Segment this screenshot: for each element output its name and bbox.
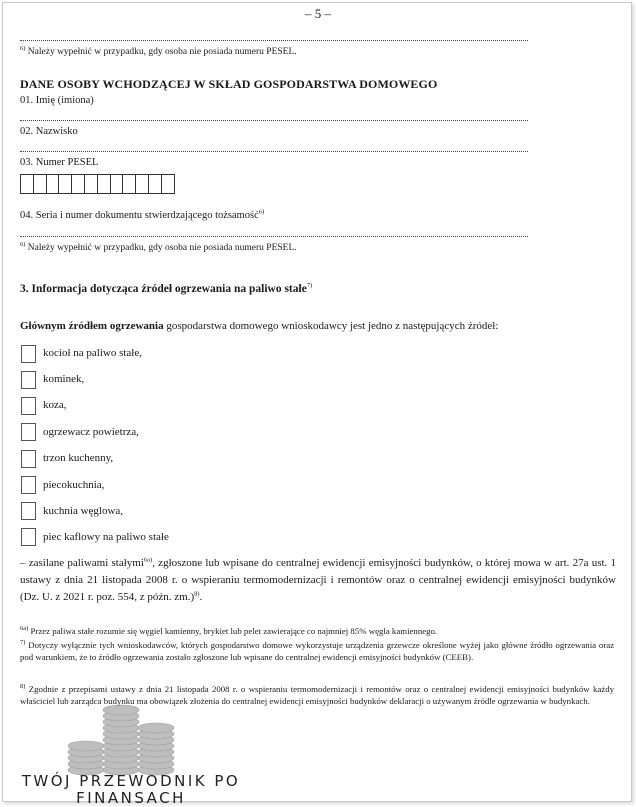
paragraph-text: , zgłoszone lub wpisane do centralnej ewidencji emisyjności budynków, o której mowa w art. 27a ust. 1 ustawy z dnia 21 listopada 2008 r. o wspieraniu termomodernizacji i remontów oraz o centralnej ewidencji emisyjności budynków (Dz. U. z 2021 r. poz. 554, z późn. zm.) xyxy=(20,557,616,603)
pesel-digit-box[interactable] xyxy=(98,174,111,194)
footnote-mark: 6) xyxy=(20,44,26,52)
paragraph-text: – zasilane paliwami stałymi xyxy=(20,557,144,569)
footnote-text: Dotyczy wyłącznie tych wnioskodawców, których gospodarstwo domowe wykorzystuje urządzenia grzewcze określone wyżej jako główne źródło ogrzewania oraz pod warunkiem, że to źródło ogrzewania zostało zgłoszone lub wpisane do centralnej ewidencji emisyjności budynków (CEEB). xyxy=(20,640,615,662)
footnote-mark: 6a) xyxy=(143,556,153,564)
heating-intro xyxy=(20,320,498,332)
footnote-text: Przez paliwa stałe rozumie się węgiel kamienny, brykiet lub pelet zawierające co najmniej 85% węgla kamiennego. xyxy=(30,626,438,636)
footnote-mark: 7) xyxy=(20,639,26,647)
checkbox-piec-kaflowy[interactable] xyxy=(21,528,36,546)
dotted-line xyxy=(20,40,528,41)
checkbox-kominek[interactable] xyxy=(21,371,36,389)
heating-intro-bold: Głównym źródłem ogrzewania xyxy=(20,320,164,332)
option-label: kuchnia węglowa, xyxy=(43,505,124,517)
id-document-field[interactable] xyxy=(20,236,528,237)
first-name-field[interactable] xyxy=(20,120,528,121)
pesel-digit-box[interactable] xyxy=(72,174,85,194)
checkbox-ogrzewacz[interactable] xyxy=(21,423,36,441)
coin-stack-logo xyxy=(56,692,186,782)
footnote-7 xyxy=(20,640,614,663)
footnote-mark: 8) xyxy=(20,683,26,691)
footnote-mark: 6a) xyxy=(20,625,29,633)
pesel-digit-box[interactable] xyxy=(136,174,149,194)
option-label: piec kaflowy na paliwo stałe xyxy=(43,531,169,543)
footnote-text: Należy wypełnić w przypadku, gdy osoba nie posiada numeru PESEL. xyxy=(27,47,297,57)
checkbox-kuchnia[interactable] xyxy=(21,502,36,520)
checkbox-koza[interactable] xyxy=(21,397,36,415)
pesel-digit-box[interactable] xyxy=(85,174,98,194)
pesel-digit-box[interactable] xyxy=(47,174,60,194)
pesel-digit-box[interactable] xyxy=(34,174,47,194)
checkbox-kociol[interactable] xyxy=(21,345,36,363)
option-label: koza, xyxy=(43,399,67,411)
option-label: kominek, xyxy=(43,373,85,385)
first-name-label: 01. Imię (imiona) xyxy=(20,95,94,106)
footnote-6a xyxy=(20,626,614,638)
option-label: piecokuchnia, xyxy=(43,479,105,491)
footnote-mark: 7) xyxy=(306,282,313,290)
heating-intro-rest: gospodarstwa domowego wnioskodawcy jest jedno z następujących źródeł: xyxy=(163,320,499,332)
pesel-digit-box[interactable] xyxy=(162,174,175,194)
last-name-field[interactable] xyxy=(20,151,528,152)
household-footnote xyxy=(20,240,297,253)
footnote-mark: 6) xyxy=(20,240,26,248)
pesel-digit-box[interactable] xyxy=(21,174,34,194)
household-heading: DANE OSOBY WCHODZĄCEJ W SKŁAD GOSPODARSTWA DOMOWEGO xyxy=(20,77,438,91)
page-frame xyxy=(2,2,632,802)
option-label: kocioł na paliwo stałe, xyxy=(43,347,142,359)
checkbox-trzon[interactable] xyxy=(21,450,36,468)
option-label: ogrzewacz powietrza, xyxy=(43,426,139,438)
section-3-title xyxy=(20,283,312,295)
pesel-digit-box[interactable] xyxy=(59,174,72,194)
pesel-label: 03. Numer PESEL xyxy=(20,157,99,168)
pesel-boxes[interactable] xyxy=(20,174,175,194)
last-name-label: 02. Nazwisko xyxy=(20,126,78,137)
page-number: – 5 – xyxy=(305,6,331,21)
watermark-line-1: TWÓJ PRZEWODNIK PO xyxy=(21,772,241,790)
pesel-digit-box[interactable] xyxy=(111,174,124,194)
option-label: trzon kuchenny, xyxy=(43,452,114,464)
pesel-digit-box[interactable] xyxy=(123,174,136,194)
footnote-text: Należy wypełnić w przypadku, gdy osoba nie posiada numeru PESEL. xyxy=(27,243,297,253)
footnote-mark: 8) xyxy=(194,590,200,598)
checkbox-piecokuchnia[interactable] xyxy=(21,476,36,494)
id-document-label xyxy=(20,210,264,221)
heating-paragraph xyxy=(20,555,616,606)
section-3-title-text: 3. Informacja dotycząca źródeł ogrzewania na paliwo stałe xyxy=(20,283,307,295)
top-footnote xyxy=(20,44,297,57)
paragraph-text: . xyxy=(199,591,203,603)
footnote-mark: 6) xyxy=(258,208,265,216)
footnote-text: Zgodnie z przepisami ustawy z dnia 21 listopada 2008 r. o wspieraniu termomodernizacji i remontów oraz o centralnej ewidencji emisyjności budynków każdy właściciel lub zarządca budynku ma obowiązek złożenia do centralnej ewidencji emisyjności budynków deklaracji o używanym źródle ogrzewania w budynkach. xyxy=(20,684,614,706)
id-document-label-text: 04. Seria i numer dokumentu stwierdzającego tożsamość xyxy=(20,210,259,221)
pesel-digit-box[interactable] xyxy=(149,174,162,194)
watermark-line-2: FINANSACH xyxy=(76,789,186,807)
